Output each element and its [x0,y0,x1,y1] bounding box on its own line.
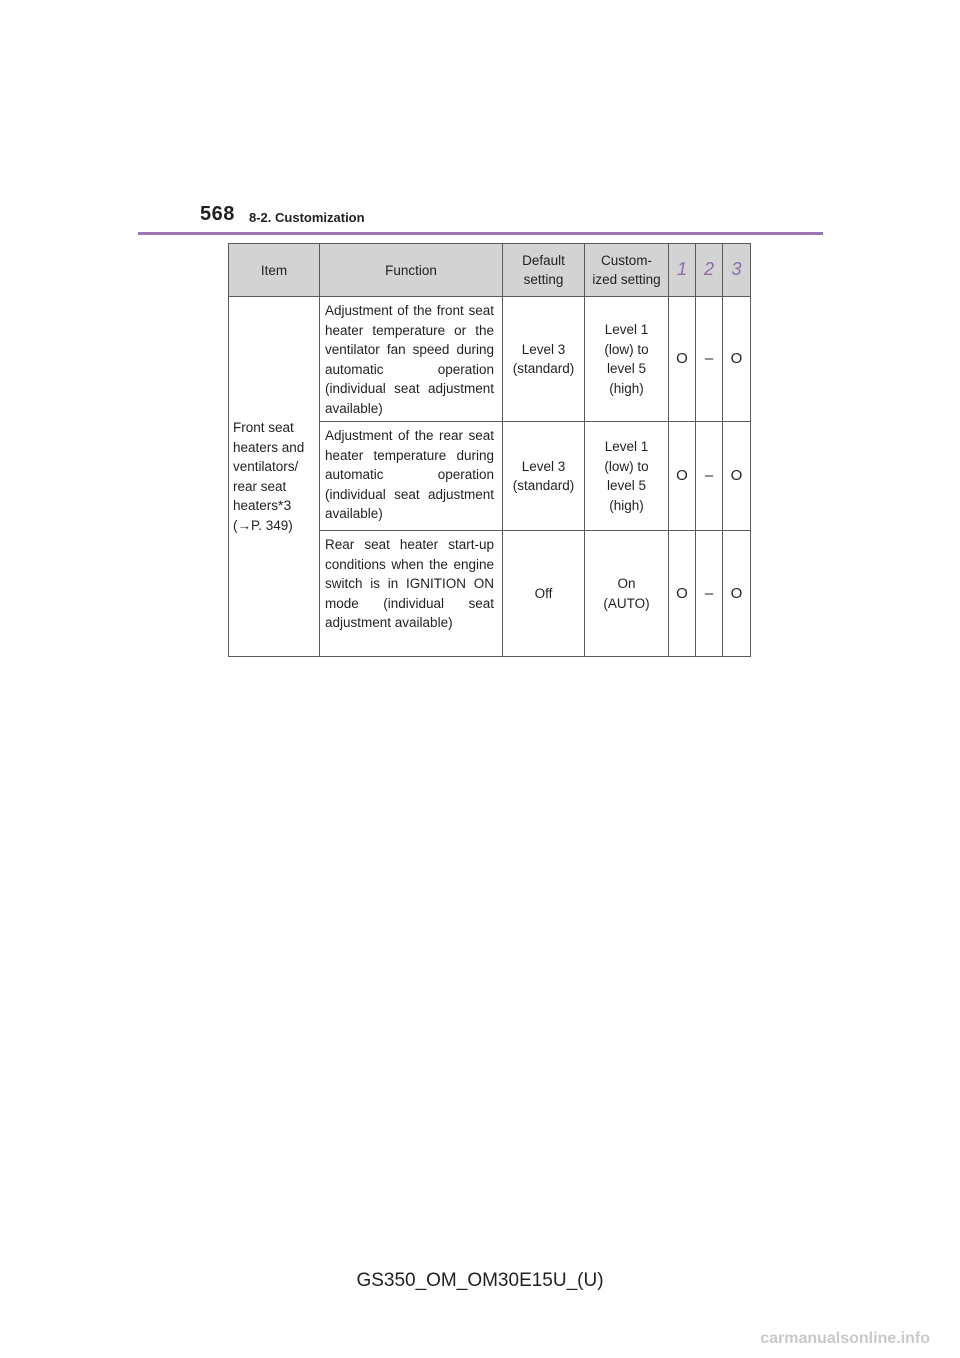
function-cell: Adjustment of the front seat heater temperature or the ventilator fan speed during automatic operation (individual seat adjustment available) [320,297,503,422]
default-l1: Level 3 [521,458,566,474]
num-2-icon: 2 [703,259,714,279]
col-header-default [503,244,585,297]
col-header-custom [585,244,669,297]
customization-table [228,243,751,657]
mode-1-cell: O [669,531,696,657]
item-line-1: Front seat [233,420,294,435]
default-cell [503,297,585,422]
item-page-ref[interactable]: (→P. 349) [233,517,293,533]
default-l2: (standard) [512,478,575,493]
col-header-3 [723,244,751,297]
item-note: *3 [278,497,292,513]
num-3-icon: 3 [731,259,742,279]
custom-l1: Level 1 [604,322,649,337]
default-l2: (standard) [512,361,575,376]
table-header-row [229,244,751,297]
mode-1-cell: O [669,422,696,531]
item-line-5: heaters [233,498,279,513]
custom-l2: (low) to [604,458,649,474]
mode-1-cell: O [669,297,696,422]
custom-l2: (AUTO) [603,595,650,611]
item-line-2: heaters and [233,439,305,455]
col-header-1 [669,244,696,297]
page-number: 568 [200,203,235,225]
col-header-2 [696,244,723,297]
custom-l3: level 5 [606,478,647,493]
item-line-3: ventilators/ [233,459,299,474]
watermark: carmanualsonline.info [760,1330,930,1347]
item-line-4: rear seat [233,478,287,494]
custom-l2: (low) to [604,341,649,357]
custom-l1: On [617,576,636,591]
col-header-default-l1: Default [522,253,565,268]
custom-l3: level 5 [606,361,647,376]
custom-cell [585,297,669,422]
col-header-custom-l2: ized setting [592,272,661,287]
item-cell [229,297,320,657]
doc-code: GS350_OM_OM30E15U_(U) [356,1270,604,1291]
mode-2-cell: – [696,297,723,422]
default-l1: Off [534,585,553,601]
default-cell [503,422,585,531]
section-title: 8-2. Customization [249,210,365,225]
custom-l4: (high) [609,380,644,396]
mode-2-cell: – [696,531,723,657]
col-header-custom-l1: Custom- [600,253,652,268]
function-cell: Adjustment of the rear seat heater temperature during automatic operation (individual seat adjustment available) [320,422,503,531]
col-header-function: Function [320,244,503,297]
custom-l4: (high) [609,497,644,513]
mode-3-cell: O [723,297,751,422]
custom-cell [585,422,669,531]
table-row [229,297,751,422]
mode-2-cell: – [696,422,723,531]
custom-cell [585,531,669,657]
col-header-default-l2: setting [523,272,564,287]
col-header-item: Item [229,244,320,297]
mode-3-cell: O [723,531,751,657]
num-1-icon: 1 [676,259,687,279]
default-l1: Level 3 [521,341,566,357]
function-cell: Rear seat heater start-up conditions when the engine switch is in IGNITION ON mode (individual seat adjustment available) [320,531,503,657]
header-rule [138,232,823,235]
custom-l1: Level 1 [604,439,649,454]
default-cell [503,531,585,657]
mode-3-cell: O [723,422,751,531]
